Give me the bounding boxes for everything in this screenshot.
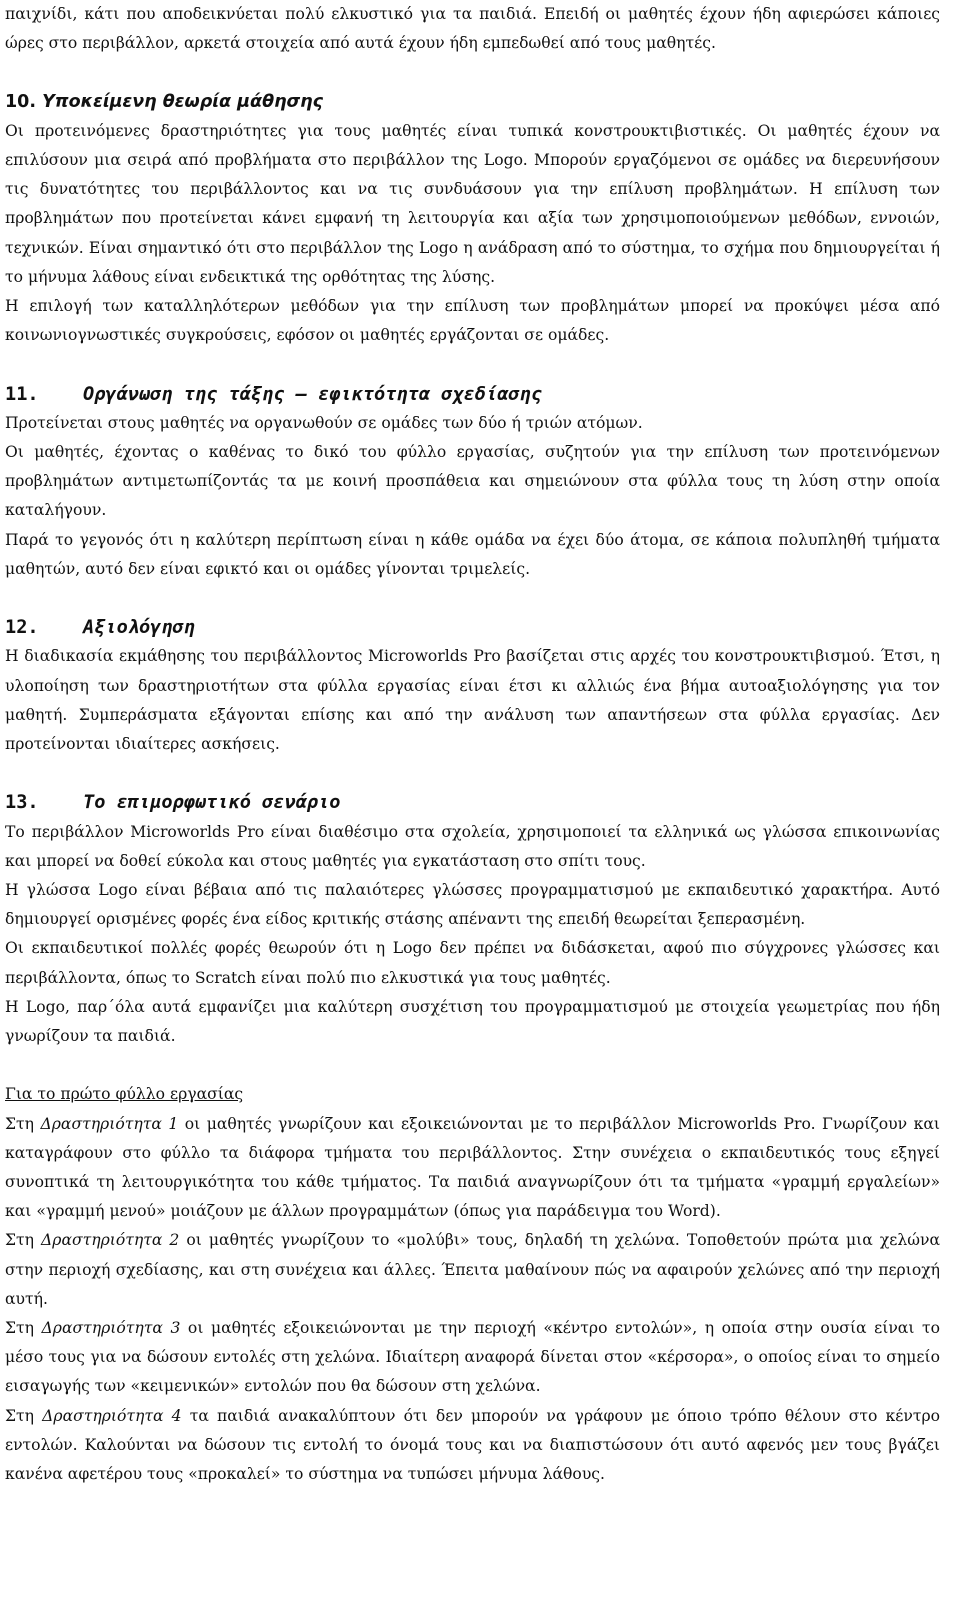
activity-text: οι μαθητές εξοικειώνονται με την περιοχή «κέντρο εντολών», η οποία στην ουσία είναι το μέσο τους για να δώσουν εντολές στη χελώνα. Ιδιαίτερη αναφορά δίνεται στον «κέρσορα», ο οποίος είναι το σημείο εισαγωγής των «κειμενικών» εντολών που θα δώσουν στη χελώνα. <box>5 1319 941 1396</box>
section-12-number: 12. <box>5 617 39 639</box>
section-12-paragraph: Η διαδικασία εκμάθησης του περιβάλλοντος Microworlds Pro βασίζεται στις αρχές του κονστρουκτιβισμού. Έτσι, η υλοποίηση των δραστηριοτήτων στα φύλλα εργασίας είναι έτσι κι αλλιώς ένα βήμα αυτοαξιολόγησης για τον μαθητή. Συμπεράσματα εξάγονται επίσης και από την ανάλυση των απαντήσεων στα φύλλα εργασίας. Δεν προτείνονται ιδιαίτερες ασκήσεις. <box>5 647 940 754</box>
section-13-heading <box>5 788 940 817</box>
spacer <box>5 1051 940 1080</box>
activity-label: Δραστηριότητα 1 <box>40 1114 179 1133</box>
section-10-paragraph: Η επιλογή των καταλληλότερων μεθόδων για την επίλυση των προβλημάτων μπορεί να προκύψει μέσα από κοινωνιογνωστικές συγκρούσεις, εφόσον οι μαθητές εργάζονται σε ομάδες. <box>5 297 940 345</box>
activity-label: Δραστηριότητα 2 <box>41 1231 180 1250</box>
worksheet-activity <box>5 1226 940 1314</box>
section-12-title: Αξιολόγηση <box>83 617 195 639</box>
spacer <box>5 759 940 788</box>
section-11-paragraph: Παρά το γεγονός ότι η καλύτερη περίπτωση είναι η κάθε ομάδα να έχει δύο άτομα, σε κάποια πολυπληθή τμήματα μαθητών, αυτό δεν είναι εφικτό και οι ομάδες γίνονται τριμελείς. <box>5 530 940 578</box>
section-11-paragraph: Οι μαθητές, έχοντας ο καθένας το δικό του φύλλο εργασίας, συζητούν για την επίλυση των προτεινόμενων προβλημάτων αντιμετωπίζοντάς τα με κοινή προσπάθεια και σημειώνουν στα φύλλα τους τη λύση στην οποία καταλήγουν. <box>5 443 940 520</box>
worksheet-activity <box>5 1402 940 1490</box>
activity-text: οι μαθητές γνωρίζουν το «μολύβι» τους, δηλαδή τη χελώνα. Τοποθετούν πρώτα μια χελώνα στην περιοχή σχεδίασης, και στη συνέχεια και άλλες. Έπειτα μαθαίνουν πώς να αφαιρούν χελώνες από την περιοχή αυτή. <box>5 1231 940 1308</box>
section-11-paragraph: Προτείνεται στους μαθητές να οργανωθούν σε ομάδες των δύο ή τριών ατόμων. <box>5 413 643 432</box>
section-10-number: 10. <box>5 91 37 112</box>
worksheet-heading: Για το πρώτο φύλλο εργασίας <box>5 1085 244 1104</box>
section-10-heading <box>5 88 940 117</box>
activity-prefix: Στη <box>5 1114 41 1133</box>
section-13-paragraph: Η Logo, παρ΄όλα αυτά εμφανίζει μια καλύτερη συσχέτιση του προγραμματισμού με στοιχεία γεωμετρίας που ήδη γνωρίζουν τα παιδιά. <box>5 997 940 1046</box>
activity-prefix: Στη <box>5 1406 43 1425</box>
activity-label: Δραστηριότητα 4 <box>42 1406 182 1425</box>
section-11-number: 11. <box>5 383 39 405</box>
worksheet-activity <box>5 1110 940 1227</box>
section-10-title: Υποκείμενη θεωρία μάθησης <box>42 91 324 112</box>
section-10-paragraph: Οι προτεινόμενες δραστηριότητες για τους μαθητές είναι τυπικά κονστρουκτιβιστικές. Οι μαθητές έχουν να επιλύσουν μια σειρά από προβλήματα στο περιβάλλον της Logo. Μπορούν εργαζόμενοι σε ομάδες να διερευνήσουν τις δυνατότητες του περιβάλλοντος και να τις συνδυάσουν για την επίλυση προβλημάτων. Η επίλυση των προβλημάτων που προτείνεται κάνει εμφανή τη λειτουργία και αξία των χρησιμοποιούμενων μεθόδων, εννοιών, τεχνικών. Είναι σημαντικό ότι στο περιβάλλον της Logo η ανάδραση από το σύστημα, το σχήμα που δημιουργείται ή το μήνυμα λάθους είναι ενδεικτικά της ορθότητας της λύσης. <box>5 121 940 286</box>
section-13-paragraph: Το περιβάλλον Microworlds Pro είναι διαθέσιμο στα σχολεία, χρησιμοποιεί τα ελληνικά ως γλώσσα επικοινωνίας και μπορεί να δοθεί εύκολα και στους μαθητές για εγκατάσταση στο σπίτι τους. <box>5 822 940 870</box>
intro-paragraph: παιχνίδι, κάτι που αποδεικνύεται πολύ ελκυστικό για τα παιδιά. Επειδή οι μαθητές έχουν ήδη αφιερώσει κάποιες ώρες στο περιβάλλον, αρκετά στοιχεία από αυτά έχουν ήδη εμπεδωθεί από τους μαθητές. <box>5 5 940 53</box>
section-13-number: 13. <box>5 792 39 814</box>
section-13-paragraph: Η γλώσσα Logo είναι βέβαια από τις παλαιότερες γλώσσες προγραμματισμού με εκπαιδευτικό χαρακτήρα. Αυτό δημιουργεί ορισμένες φορές ένα είδος κριτικής στάσης απέναντι της επειδή θεωρείται ξεπερασμένη. <box>5 881 940 929</box>
activity-text: οι μαθητές γνωρίζουν και εξοικειώνονται με το περιβάλλον Microworlds Pro. Γνωρίζουν και καταγράφουν στο φύλλο τα διάφορα τμήματα του περιβάλλοντος. Στην συνέχεια ο εκπαιδευτικός τους εξηγεί συνοπτικά τη λειτουργικότητα του κάθε τμήματος. Τα παιδιά αναγνωρίζουν ότι τα τμήματα «γραμμή εργαλείων» και «γραμμή μενού» μοιάζουν με άλλων προγραμμάτων (όπως για παράδειγμα του Word). <box>5 1114 941 1221</box>
activity-text: τα παιδιά ανακαλύπτουν ότι δεν μπορούν να γράφουν με όποιο τρόπο θέλουν στο κέντρο εντολών. Καλούνται να δώσουν τις εντολή το όνομά τους και να διαπιστώσουν ότι αυτό αφενός μεν τους βγάζει κανένα αφετέρου τους «προκαλεί» το σύστημα να τυπώσει μήνυμα λάθους. <box>5 1406 941 1484</box>
activity-prefix: Στη <box>5 1231 42 1250</box>
activity-prefix: Στη <box>5 1319 42 1338</box>
spacer <box>5 58 940 87</box>
section-11-title: Οργάνωση της τάξης – εφικτότητα σχεδίασης <box>83 383 542 405</box>
spacer <box>5 350 940 379</box>
worksheet-activity <box>5 1314 940 1402</box>
activity-label: Δραστηριότητα 3 <box>41 1319 181 1338</box>
section-11-heading <box>5 380 940 409</box>
section-13-paragraph: Οι εκπαιδευτικοί πολλές φορές θεωρούν ότι η Logo δεν πρέπει να διδάσκεται, αφού πιο σύγχρονες γλώσσες και περιβάλλοντα, όπως το Scratch είναι πολύ πιο ελκυστικά για τους μαθητές. <box>5 939 940 987</box>
spacer <box>5 584 940 613</box>
section-12-heading <box>5 613 940 642</box>
document-page <box>5 0 940 1489</box>
section-13-title: Το επιμορφωτικό σενάριο <box>83 792 341 814</box>
